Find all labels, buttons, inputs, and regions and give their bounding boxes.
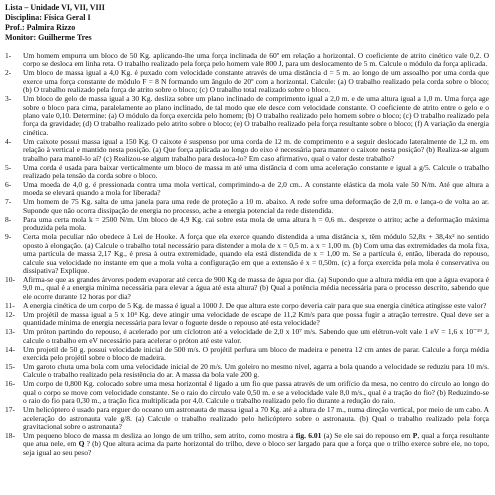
text-segment: Um corpo de 0,800 Kg. colocado sobre uma mesa horizontal é ligado a um fio que passa através de um orifício da mesa, no centro do círculo ao longo do qual o corpo se move com velocidade constante. Se o raio do círculo vale 0,50 m. e se a velocidade vale 8,0 m/s., qual é a tração do fio? (b) Reduzindo-se o raio do fio para 0,30 m., a tração fica multiplicada por 4,0. Calcule o trabalho realizado pelo fio durante a redução do raio. — [23, 379, 489, 406]
exercise-text — [23, 380, 489, 405]
text-segment: ? (b) Que altura acima da parte horizontal do trilho, deve o bloco ser largado para que a força que o trilho exerce sobre ele, no topo, seja igual ao seu peso? — [23, 439, 489, 457]
exercise-text — [23, 69, 489, 94]
exercise-item — [5, 432, 489, 457]
exercise-item — [5, 138, 489, 163]
exercise-item — [5, 276, 489, 301]
exercise-item — [5, 346, 489, 363]
exercise-number: 18- — [5, 430, 15, 440]
exercise-text — [23, 363, 489, 380]
text-segment: Um homem de 75 Kg. salta de uma janela para uma rede de proteção a 10 m. abaixo. A rede sofre uma deformação de 2,0 m. e lança-o de volta ao ar. Suponde que não ocorra dissipação de energia no processo, ache a energia potencial da rede distendida. — [23, 197, 489, 215]
exercise-number: 15- — [5, 361, 15, 371]
exercise-text — [23, 406, 489, 431]
text-segment: Um próton partindo do repouso, é acelerado por um cíclotron até a velocidade de 2,0 x 10⁷ m/s. Sabendo que um elétron-volt vale 1 eV = 1,6 x 10⁻¹⁹ J, calcule o trabalho em eV necessário para acelerar o próton até este valor. — [23, 327, 489, 345]
exercise-text — [23, 52, 489, 69]
exercise-number: 6- — [5, 180, 12, 190]
exercise-item — [5, 164, 489, 181]
exercise-item — [5, 52, 489, 69]
text-segment: Para uma certa mola k = 2500 N/m. Um bloco de 4,9 Kg. cai sobre esta mola de uma altura h = 0,6 m.. despreze o atrito; ache a deformação máxima produzida pela mola. — [23, 214, 489, 233]
text-segment: Um helicóptero é usado para erguer do oceano um astronauta de massa igual a 70 Kg. até a altura de 17 m., numa direção vertical, por meio de um cabo. A aceleração do astronauta vale g/8. (a) Calcule o trabalho realizado pelo helicóptero sobre o astronauta. (b) Qual o trabalho realizado pela força gravitacional sobre o astronauta? — [23, 405, 489, 431]
exercise-number: 10- — [5, 274, 15, 284]
exercise-text — [23, 95, 489, 137]
monitor-name: Monitor: Guilherme Tres — [5, 33, 92, 42]
exercise-number: 8- — [5, 214, 12, 224]
document-header — [5, 3, 489, 43]
exercise-number: 17- — [5, 405, 15, 415]
exercise-item — [5, 363, 489, 380]
list-title: Lista – Unidade VI, VII, VIII — [5, 3, 105, 12]
text-segment: Certa mola peculiar não obedece à Lei de Hooke. A força que ela exerce quando distendida a uma distância x, têm módulo 52,8x + 38,4x² no sentido oposto à elongação. (a) Calcule o trabalho total necessário para distender a mola de x = 0,5 m. a x = 1,00 m. (b) Com uma das extremidades da mola fixa, uma partícula de massa 2,17 Kg., é presa à outra extremidade, quando ela está distendida de x = 1,00 m. Se a partícula é, então, liberada do repouso, calcule sua velocidade no instante em que a mola volta a configuração em que a extensão é x = 0,50m. (c) a força exercida pela mola é conservativa ou dissipativa? Explique. — [23, 232, 489, 275]
exercise-number: 13- — [5, 327, 15, 337]
exercise-text — [23, 276, 489, 301]
exercise-text — [23, 164, 489, 181]
exercise-text — [23, 346, 489, 363]
exercise-text — [23, 311, 489, 328]
exercise-number: 2- — [5, 68, 12, 78]
exercise-list — [5, 52, 489, 457]
text-segment: Um pequeno bloco de massa m desliza ao longo de um trilho, sem atrito, como mostra a — [23, 430, 296, 440]
exercise-text — [23, 432, 489, 457]
exercise-text — [23, 138, 489, 163]
course-name: Disciplina: Física Geral I — [5, 13, 91, 22]
exercise-item — [5, 181, 489, 198]
text-segment: Um caixote possui massa igual a 150 Kg. O caixote é suspenso por uma corda de 12 m. de comprimento e a seguir deslocado lateralmente de 1,2 m. em relação à vertical e mantido nesta posição. (a) Que força aplicada ao longo do eixo é necessária para manter o caixote nesta posição? (b) Realiza-se algum trabalho para mantê-lo aí? (c) Realizou-se algum trabalho para desloca-lo? Em caso afirmativo, qual o valor deste trabalho? — [23, 136, 489, 163]
exercise-item — [5, 380, 489, 405]
exercise-number: 11- — [5, 300, 15, 310]
exercise-item — [5, 69, 489, 94]
exercise-text — [23, 216, 489, 233]
exercise-number: 4- — [5, 136, 12, 146]
text-segment: Um bloco de gelo de massa igual a 30 Kg. desliza sobre um plano inclinado de comprimento igual a 2,0 m. e de uma altura igual a 1,0 m. Uma força age sobre o bloco para cima, paralelamente ao plano inclinado, de tal modo que ele desce com velocidade constante. O coeficiente de atrito entre o gelo e o plano vale 0,10. Determine: (a) O módulo da força exercida pelo homem; (b) O trabalho realizado pelo homem sobre o bloco; (c) O trabalho realizado pela força da gravidade; (d) O trabalho realizado pelo atrito sobre o bloco; (e) O trabalho realizado pela força resultante sobre o bloco; (f) A variação da energia cinética. — [23, 94, 489, 137]
exercise-number: 5- — [5, 162, 12, 172]
text-segment: , qual a força resultante que atua nele, em — [23, 430, 489, 449]
text-segment: (a) Se ele sai do repouso em — [321, 430, 413, 440]
exercise-text — [23, 233, 489, 275]
exercise-text — [23, 181, 489, 198]
text-segment: Um projetil de 50 g. possui velocidade inicial de 500 m/s. O projétil perfura um bloco de madeira e penetra 12 cm antes de parar. Calcule a força média exercida pelo projétil sobre o bloco de madeira. — [23, 344, 489, 362]
bold-reference: fig. 6.01 — [295, 430, 322, 440]
text-segment: Uma moeda de 4,0 g. é pressionada contra uma mola vertical, comprimindo-a de 2,0 cm.. A constante elástica da mola vale 50 N/m. Até que altura a moeda se elevará quando a mola for liberada? — [23, 180, 489, 198]
text-segment: Um bloco de massa igual a 4,0 Kg. é puxado com velocidade constante através de uma distância d = 5 m. ao longo de um assoalho por uma corda que exerce uma força constante de módulo F = 8 N formando um ângulo de 20º com a horizontal. Calcule: (a) O trabalho realizado pela corda sobre o bloco; (b) O trabalho realizado pela força de atrito sobre o bloco; (c) O trabalho total realizado sobre o bloco. — [23, 68, 489, 95]
exercise-number: 1- — [5, 51, 12, 60]
exercise-number: 7- — [5, 197, 12, 207]
exercise-item — [5, 216, 489, 233]
exercise-number: 3- — [5, 94, 12, 104]
bold-reference: Q — [78, 439, 85, 449]
exercise-number: 14- — [5, 344, 15, 354]
exercise-item — [5, 311, 489, 328]
text-segment: Um garoto chuta uma bola com uma velocidade inicial de 20 m/s. Um goleiro no mesmo nível, agarra a bola quando a velocidade se reduziu para 10 m/s. Calcule o trabalho realizado pela resistência do ar. A massa da bola vale 200 g. — [23, 361, 489, 380]
exercise-item — [5, 233, 489, 275]
bold-reference: P — [412, 430, 418, 440]
text-segment: Uma corda é usada para baixar verticalmente um bloco de massa m até uma distância d com uma aceleração constante e igual a g/5. Calcule o trabalho realizado pela tensão da corda sobre o bloco. — [23, 162, 489, 181]
text-segment: Afirma-se que as grandes árvores podem evaporar até cerca de 900 Kg de massa de água por dia. (a) Supondo que a altura média em que a água evapora é 9,0 m., qual é a energia mínima necessária para elevar a água até esta altura? (b) Qual a potência média necessária para o processo descrito, sabendo que ele ocorre durante 12 horas por dia? — [23, 274, 489, 301]
exercise-item — [5, 406, 489, 431]
exercise-text — [23, 328, 489, 345]
text-segment: Um projétil de massa igual a 5 x 10⁴ Kg. deve atingir uma velocidade de escape de 11,2 Km/s para que possa fugir a atração terrestre. Qual deve ser a quantidade mínima de energia necessária para levar o foguete desde o repouso até esta velocidade? — [23, 309, 489, 328]
exercise-number: 16- — [5, 379, 15, 389]
exercise-number: 12- — [5, 309, 15, 319]
professor-name: Prof.: Palmira Rizzo — [5, 23, 76, 32]
exercise-text — [23, 198, 489, 215]
exercise-item — [5, 198, 489, 215]
exercise-item — [5, 328, 489, 345]
text-segment: A energia cinética de um corpo de 5 Kg. de massa é igual a 1000 J. De que altura este corpo deveria cair para que sua energia cinética atingisse este valor? — [23, 300, 487, 310]
exercise-item — [5, 95, 489, 137]
text-segment: Um homem empurra um bloco de 50 Kg. aplicando-lhe uma força inclinada de 60º em relação a horizontal. O coeficiente de atrito cinético vale 0,2. O corpo se desloca em linha reta. O trabalho realizado pela força pelo homem vale 800 J, para um deslocamento de 5 m. Calcule o módulo da força aplicada. — [23, 51, 489, 69]
exercise-number: 9- — [5, 232, 12, 242]
